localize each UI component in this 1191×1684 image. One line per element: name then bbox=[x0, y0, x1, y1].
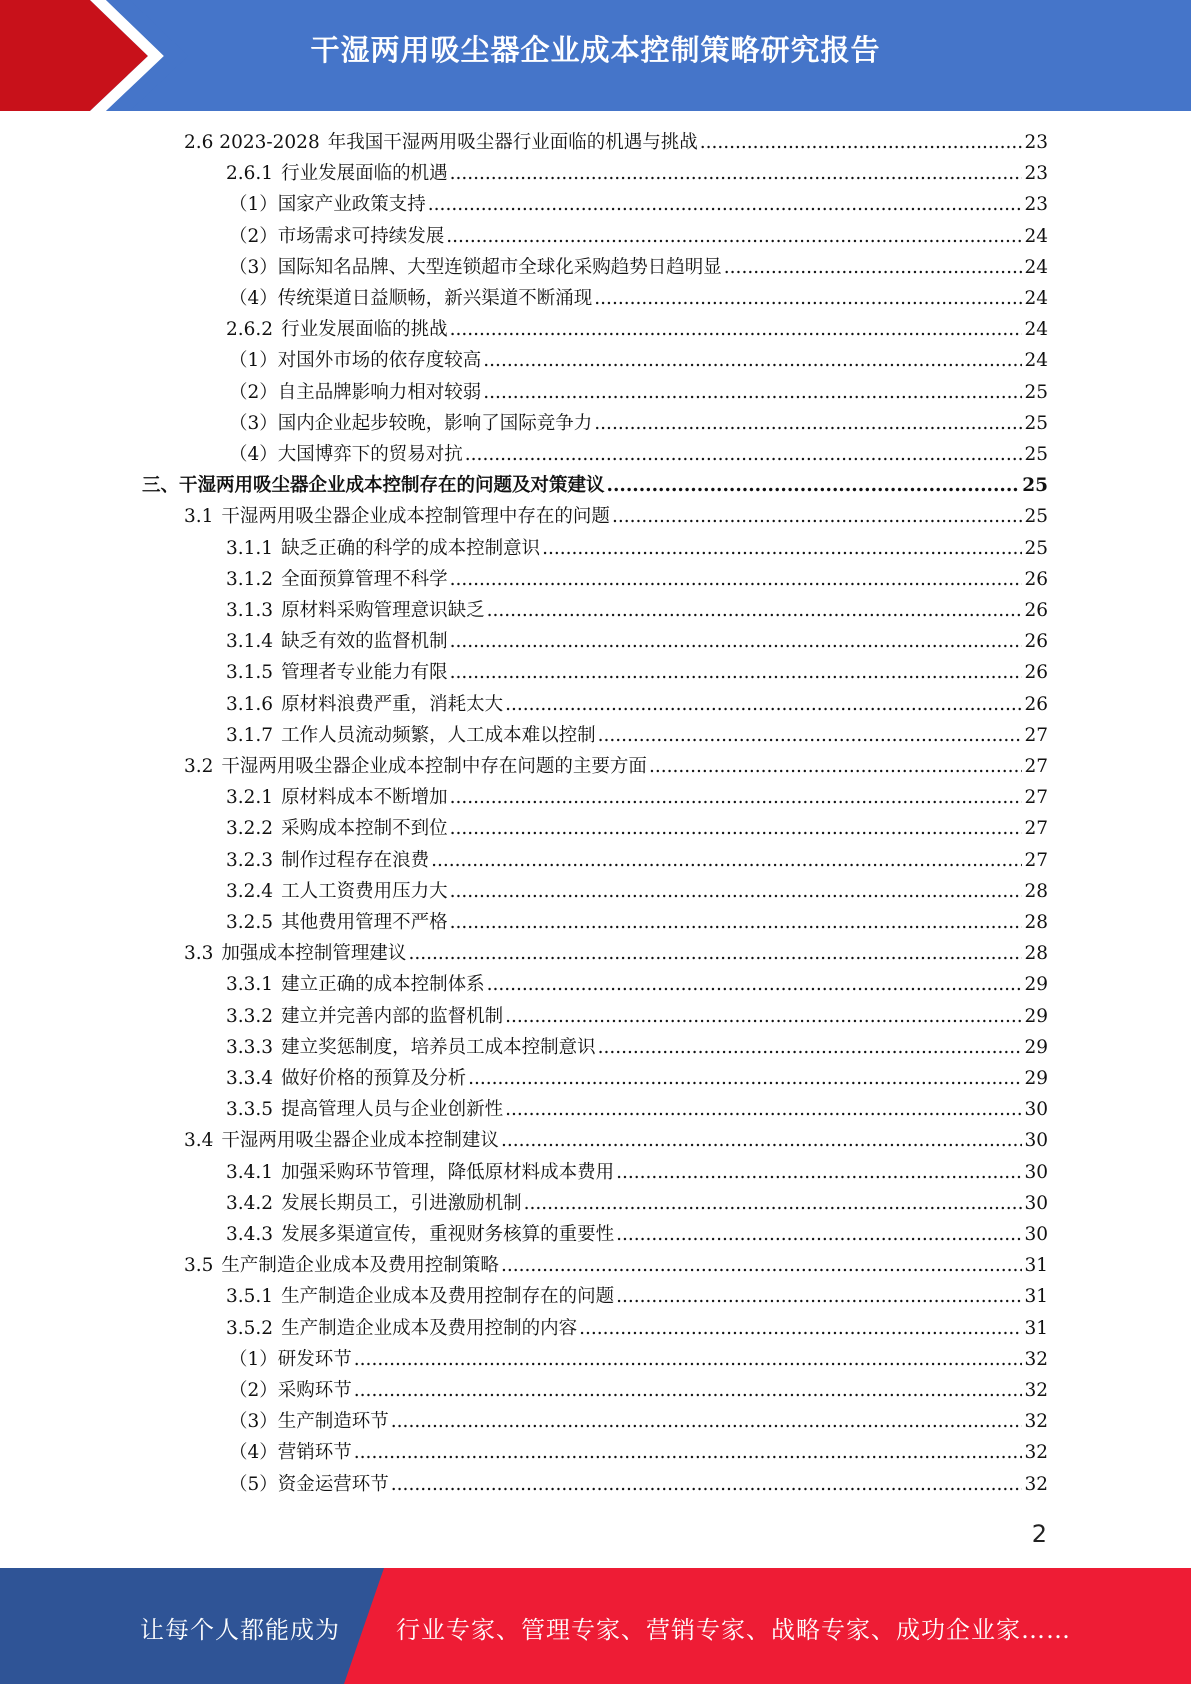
toc-entry[interactable] bbox=[226, 782, 1048, 813]
toc-entry-number: 3.1.3 bbox=[226, 600, 274, 621]
toc-entry-page: 28 bbox=[1024, 943, 1048, 965]
toc-leader-dots bbox=[450, 564, 1023, 595]
toc-entry-title: 市场需求可持续发展 bbox=[277, 225, 445, 247]
toc-entry-page: 30 bbox=[1024, 1099, 1048, 1121]
page-footer bbox=[0, 1568, 1191, 1684]
toc-entry-title: 干湿两用吸尘器企业成本控制建议 bbox=[221, 1130, 499, 1152]
toc-entry-page: 32 bbox=[1024, 1411, 1048, 1433]
toc-entry-number: 3.1.2 bbox=[226, 568, 274, 590]
toc-entry[interactable] bbox=[184, 938, 1048, 969]
toc-entry-page: 31 bbox=[1024, 1317, 1048, 1339]
toc-entry-number: 2.6.2 bbox=[226, 319, 274, 341]
toc-leader-dots bbox=[450, 158, 1023, 189]
toc-leader-dots bbox=[450, 876, 1023, 907]
toc-entry[interactable] bbox=[229, 377, 1048, 408]
toc-leader-dots bbox=[483, 377, 1022, 408]
toc-entry-number: 3.1.4 bbox=[226, 631, 274, 653]
toc-entry[interactable] bbox=[229, 439, 1048, 470]
toc-leader-dots bbox=[487, 969, 1023, 1000]
toc-leader-dots bbox=[354, 1344, 1023, 1375]
toc-entry-page: 29 bbox=[1024, 1005, 1048, 1027]
toc-entry[interactable] bbox=[229, 1469, 1048, 1500]
toc-entry[interactable] bbox=[229, 189, 1048, 220]
toc-entry[interactable] bbox=[229, 1344, 1048, 1375]
toc-leader-dots bbox=[450, 907, 1023, 938]
toc-entry-title: 制作过程存在浪费 bbox=[281, 849, 430, 871]
toc-leader-dots bbox=[505, 1094, 1022, 1125]
toc-entry-page: 32 bbox=[1024, 1380, 1048, 1401]
toc-entry[interactable] bbox=[229, 1437, 1048, 1468]
toc-leader-dots bbox=[598, 1032, 1023, 1063]
toc-entry-number: （2） bbox=[229, 1380, 278, 1401]
toc-entry-page: 25 bbox=[1024, 444, 1048, 465]
toc-entry-page: 26 bbox=[1024, 631, 1048, 653]
toc-entry-number: （5） bbox=[229, 1473, 278, 1495]
toc-entry-title: 采购环节 bbox=[277, 1380, 352, 1401]
toc-entry[interactable] bbox=[226, 845, 1048, 876]
toc-entry-page: 24 bbox=[1024, 256, 1048, 278]
toc-entry-title: 行业发展面临的机遇 bbox=[281, 163, 448, 185]
toc-entry-number: 3.1 bbox=[184, 506, 214, 528]
page-number: 2 bbox=[1031, 1520, 1047, 1548]
toc-entry-title: 其他费用管理不严格 bbox=[281, 912, 448, 933]
toc-entry-number: 3.4.1 bbox=[226, 1161, 274, 1183]
toc-entry-number: （4） bbox=[229, 288, 278, 309]
toc-entry-number: （2） bbox=[229, 381, 278, 403]
footer-slogan-left: 让每个人都能成为 bbox=[140, 1616, 340, 1644]
toc-leader-dots bbox=[505, 689, 1022, 720]
toc-entry-title: 国际知名品牌、大型连锁超市全球化采购趋势日趋明显 bbox=[277, 256, 722, 278]
toc-entry-number: 3.2.4 bbox=[226, 880, 274, 902]
toc-entry-number: （2） bbox=[229, 225, 278, 247]
toc-leader-dots bbox=[465, 439, 1023, 470]
toc-entry-page: 29 bbox=[1024, 1036, 1048, 1058]
toc-entry-number: 3.3.5 bbox=[226, 1099, 274, 1121]
toc-leader-dots bbox=[468, 1063, 1022, 1094]
toc-leader-dots bbox=[450, 657, 1023, 688]
toc-entry-number: （1） bbox=[229, 1348, 278, 1370]
toc-entry[interactable] bbox=[226, 720, 1048, 751]
toc-leader-dots bbox=[616, 1219, 1022, 1250]
toc-entry-title: 建立正确的成本控制体系 bbox=[281, 974, 485, 996]
toc-entry-page: 26 bbox=[1024, 568, 1048, 590]
toc-leader-dots bbox=[408, 938, 1022, 969]
toc-entry-page: 32 bbox=[1024, 1348, 1048, 1370]
toc-entry-number: 3.3.4 bbox=[226, 1068, 274, 1089]
toc-entry[interactable] bbox=[226, 1157, 1048, 1188]
toc-entry-title: 加强采购环节管理，降低原材料成本费用 bbox=[281, 1161, 615, 1183]
toc-entry-number: 3.4 bbox=[184, 1130, 214, 1152]
toc-entry-title: 国内企业起步较晚，影响了国际竞争力 bbox=[277, 412, 593, 434]
toc-entry-page: 29 bbox=[1024, 1068, 1048, 1089]
toc-entry[interactable] bbox=[226, 158, 1048, 189]
toc-entry-title: 采购成本控制不到位 bbox=[281, 818, 448, 840]
toc-leader-dots bbox=[724, 252, 1023, 283]
toc-entry-page: 23 bbox=[1024, 194, 1048, 216]
toc-entry-title: 全面预算管理不科学 bbox=[281, 568, 448, 590]
toc-entry-page: 29 bbox=[1024, 974, 1048, 996]
toc-leader-dots bbox=[354, 1437, 1023, 1468]
toc-entry-title: 加强成本控制管理建议 bbox=[221, 943, 407, 965]
toc-leader-dots bbox=[354, 1375, 1023, 1406]
toc-entry-page: 25 bbox=[1024, 537, 1048, 559]
toc-entry-number: 3.2.2 bbox=[226, 818, 274, 840]
toc-entry[interactable] bbox=[226, 595, 1048, 626]
toc-entry[interactable] bbox=[226, 1188, 1048, 1219]
toc-leader-dots bbox=[594, 283, 1022, 314]
toc-entry[interactable] bbox=[229, 283, 1048, 314]
toc-entry-number: 3.2 bbox=[184, 756, 214, 777]
toc-entry-number: （4） bbox=[229, 444, 278, 465]
toc-entry[interactable] bbox=[226, 1219, 1048, 1250]
toc-entry[interactable] bbox=[226, 1094, 1048, 1125]
toc-entry-page: 28 bbox=[1024, 912, 1048, 933]
toc-entry[interactable] bbox=[226, 907, 1048, 938]
toc-entry-number: （3） bbox=[229, 1411, 278, 1433]
toc-entry-title: 原材料成本不断增加 bbox=[281, 787, 448, 809]
toc-entry-page: 26 bbox=[1024, 600, 1048, 621]
toc-entry-title: 大国博弈下的贸易对抗 bbox=[277, 444, 463, 465]
toc-entry-number: （3） bbox=[229, 412, 278, 434]
toc-entry-page: 25 bbox=[1022, 475, 1048, 497]
toc-entry-page: 30 bbox=[1024, 1224, 1048, 1245]
toc-leader-dots bbox=[450, 314, 1023, 345]
toc-entry-number: （1） bbox=[229, 194, 278, 216]
toc-entry[interactable] bbox=[184, 127, 1048, 158]
toc-entry[interactable] bbox=[226, 314, 1048, 345]
toc-entry-number: 3.1.1 bbox=[226, 537, 274, 559]
toc-entry-title: 缺乏正确的科学的成本控制意识 bbox=[281, 537, 541, 559]
toc-entry-title: 工作人员流动频繁，人工成本难以控制 bbox=[281, 724, 596, 746]
toc-entry-title: 研发环节 bbox=[277, 1348, 352, 1370]
toc-leader-dots bbox=[450, 626, 1023, 657]
toc-entry-title: 传统渠道日益顺畅，新兴渠道不断涌现 bbox=[277, 288, 593, 309]
footer-slogan-right: 行业专家、管理专家、营销专家、战略专家、成功企业家…… bbox=[396, 1616, 1071, 1644]
toc-entry-title: 缺乏有效的监督机制 bbox=[281, 631, 448, 653]
toc-entry-title: 生产制造企业成本及费用控制存在的问题 bbox=[281, 1286, 615, 1308]
toc-entry-number: 3.1.5 bbox=[226, 662, 274, 684]
toc-entry[interactable] bbox=[229, 221, 1048, 252]
toc-entry[interactable] bbox=[226, 969, 1048, 1000]
toc-entry[interactable] bbox=[229, 252, 1048, 283]
toc-entry[interactable] bbox=[184, 1125, 1048, 1156]
toc-entry-title: 干湿两用吸尘器企业成本控制管理中存在的问题 bbox=[221, 506, 610, 528]
toc-entry[interactable] bbox=[226, 533, 1048, 564]
toc-entry-number: 3.2.1 bbox=[226, 787, 274, 809]
toc-entry-number: （1） bbox=[229, 350, 278, 372]
toc-entry-number: 2.6.1 bbox=[226, 163, 274, 185]
toc-entry-page: 25 bbox=[1024, 412, 1048, 434]
toc-entry-number: 3.2.3 bbox=[226, 849, 274, 871]
toc-entry-page: 26 bbox=[1024, 662, 1048, 684]
toc-entry-page: 24 bbox=[1024, 288, 1048, 309]
toc-entry-title: 干湿两用吸尘器企业成本控制存在的问题及对策建议 bbox=[179, 475, 605, 497]
toc-leader-dots bbox=[501, 1250, 1023, 1281]
toc-entry-title: 原材料采购管理意识缺乏 bbox=[281, 600, 485, 621]
toc-entry[interactable] bbox=[229, 345, 1048, 376]
toc-leader-dots bbox=[649, 751, 1023, 782]
toc-entry-number: 3.1.6 bbox=[226, 693, 274, 715]
toc-entry[interactable] bbox=[229, 1406, 1048, 1437]
toc-entry-number: （4） bbox=[229, 1442, 278, 1464]
toc-entry-title: 自主品牌影响力相对较弱 bbox=[277, 381, 482, 403]
toc-entry-page: 31 bbox=[1024, 1255, 1048, 1277]
toc-leader-dots bbox=[431, 845, 1022, 876]
toc-entry-number: 3.5.1 bbox=[226, 1286, 274, 1308]
toc-entry-page: 30 bbox=[1024, 1192, 1048, 1214]
toc-entry[interactable] bbox=[226, 813, 1048, 844]
toc-entry-page: 24 bbox=[1024, 319, 1048, 341]
toc-leader-dots bbox=[487, 595, 1023, 626]
toc-entry[interactable] bbox=[226, 1063, 1048, 1094]
toc-entry[interactable] bbox=[226, 1001, 1048, 1032]
toc-leader-dots bbox=[450, 813, 1023, 844]
toc-entry-number: 3.2.5 bbox=[226, 912, 274, 933]
toc-leader-dots bbox=[607, 470, 1021, 501]
toc-leader-dots bbox=[524, 1188, 1023, 1219]
toc-leader-dots bbox=[579, 1313, 1022, 1344]
toc-entry-page: 24 bbox=[1024, 350, 1048, 372]
toc-entry[interactable] bbox=[226, 1032, 1048, 1063]
toc-entry-title: 发展多渠道宣传，重视财务核算的重要性 bbox=[281, 1224, 615, 1245]
toc-leader-dots bbox=[598, 720, 1023, 751]
toc-entry-title: 年我国干湿两用吸尘器行业面临的机遇与挑战 bbox=[327, 132, 698, 153]
toc-entry-title: 工人工资费用压力大 bbox=[281, 880, 448, 902]
toc-entry-title: 营销环节 bbox=[277, 1442, 352, 1464]
toc-entry-title: 国家产业政策支持 bbox=[277, 194, 426, 216]
toc-entry-title: 建立奖惩制度，培养员工成本控制意识 bbox=[281, 1036, 596, 1058]
toc-entry[interactable] bbox=[229, 1375, 1048, 1406]
toc-leader-dots bbox=[450, 782, 1023, 813]
toc-entry-number: 2.6 2023-2028 bbox=[184, 132, 320, 153]
toc-entry-page: 30 bbox=[1024, 1130, 1048, 1152]
toc-entry[interactable] bbox=[184, 501, 1048, 532]
toc-entry-page: 27 bbox=[1024, 787, 1048, 809]
toc-entry-page: 25 bbox=[1024, 506, 1048, 528]
toc-entry-number: 3.1.7 bbox=[226, 724, 274, 746]
toc-entry-page: 32 bbox=[1024, 1473, 1048, 1495]
toc-entry-title: 管理者专业能力有限 bbox=[281, 662, 448, 684]
toc-entry-page: 30 bbox=[1024, 1161, 1048, 1183]
toc-leader-dots bbox=[501, 1125, 1023, 1156]
toc-entry-page: 27 bbox=[1024, 756, 1048, 777]
toc-entry-title: 发展长期员工，引进激励机制 bbox=[281, 1192, 522, 1214]
toc-leader-dots bbox=[616, 1281, 1022, 1312]
toc-entry[interactable] bbox=[184, 1250, 1048, 1281]
toc-entry-title: 资金运营环节 bbox=[277, 1473, 389, 1495]
document-title: 干湿两用吸尘器企业成本控制策略研究报告 bbox=[310, 33, 881, 67]
toc-entry-title: 对国外市场的依存度较高 bbox=[277, 350, 482, 372]
toc-leader-dots bbox=[391, 1469, 1023, 1500]
toc-entry[interactable] bbox=[142, 470, 1048, 501]
toc-entry-title: 建立并完善内部的监督机制 bbox=[281, 1005, 504, 1027]
toc-entry-page: 27 bbox=[1024, 724, 1048, 746]
toc-leader-dots bbox=[616, 1157, 1022, 1188]
toc-entry[interactable] bbox=[226, 1313, 1048, 1344]
toc-entry-title: 提高管理人员与企业创新性 bbox=[281, 1099, 504, 1121]
toc-leader-dots bbox=[505, 1001, 1022, 1032]
toc-entry-number: 3.5.2 bbox=[226, 1317, 274, 1339]
toc-entry-page: 24 bbox=[1024, 225, 1048, 247]
toc-entry[interactable] bbox=[226, 657, 1048, 688]
toc-entry-page: 27 bbox=[1024, 849, 1048, 871]
toc-entry-title: 原材料浪费严重，消耗太大 bbox=[281, 693, 504, 715]
toc-entry[interactable] bbox=[226, 1281, 1048, 1312]
toc-entry-title: 干湿两用吸尘器企业成本控制中存在问题的主要方面 bbox=[221, 756, 647, 777]
toc-entry-number: 3.5 bbox=[184, 1255, 214, 1277]
toc-entry-page: 28 bbox=[1024, 880, 1048, 902]
toc-leader-dots bbox=[542, 533, 1022, 564]
toc-leader-dots bbox=[391, 1406, 1023, 1437]
toc-entry-title: 生产制造企业成本及费用控制策略 bbox=[221, 1255, 499, 1277]
toc-leader-dots bbox=[700, 127, 1023, 158]
toc-entry[interactable] bbox=[226, 564, 1048, 595]
toc-entry[interactable] bbox=[184, 751, 1048, 782]
toc-entry[interactable] bbox=[229, 408, 1048, 439]
toc-entry-title: 生产制造环节 bbox=[277, 1411, 389, 1433]
toc-entry-number: 3.3 bbox=[184, 943, 214, 965]
toc-entry[interactable] bbox=[226, 689, 1048, 720]
toc-entry-page: 25 bbox=[1024, 381, 1048, 403]
toc-entry-page: 27 bbox=[1024, 818, 1048, 840]
toc-entry[interactable] bbox=[226, 626, 1048, 657]
toc-leader-dots bbox=[612, 501, 1023, 532]
toc-entry-title: 生产制造企业成本及费用控制的内容 bbox=[281, 1317, 578, 1339]
toc-entry-number: （3） bbox=[229, 256, 278, 278]
toc-entry-number: 三、 bbox=[142, 475, 180, 497]
toc-entry-page: 32 bbox=[1024, 1442, 1048, 1464]
toc-leader-dots bbox=[483, 345, 1022, 376]
toc-entry-number: 3.3.3 bbox=[226, 1036, 274, 1058]
toc-entry-number: 3.4.2 bbox=[226, 1192, 274, 1214]
toc-entry-number: 3.3.1 bbox=[226, 974, 274, 996]
toc-entry-page: 31 bbox=[1024, 1286, 1048, 1308]
toc-entry-page: 23 bbox=[1024, 132, 1048, 153]
page-header bbox=[0, 0, 1191, 111]
toc-entry-number: 3.4.3 bbox=[226, 1224, 274, 1245]
toc-entry-page: 23 bbox=[1024, 163, 1048, 185]
toc-entry-title: 做好价格的预算及分析 bbox=[281, 1068, 467, 1089]
toc-entry-page: 26 bbox=[1024, 693, 1048, 715]
toc-leader-dots bbox=[446, 221, 1022, 252]
toc-entry[interactable] bbox=[226, 876, 1048, 907]
toc-entry-title: 行业发展面临的挑战 bbox=[281, 319, 448, 341]
toc-leader-dots bbox=[594, 408, 1022, 439]
toc-entry-number: 3.3.2 bbox=[226, 1005, 274, 1027]
toc-leader-dots bbox=[428, 189, 1023, 220]
